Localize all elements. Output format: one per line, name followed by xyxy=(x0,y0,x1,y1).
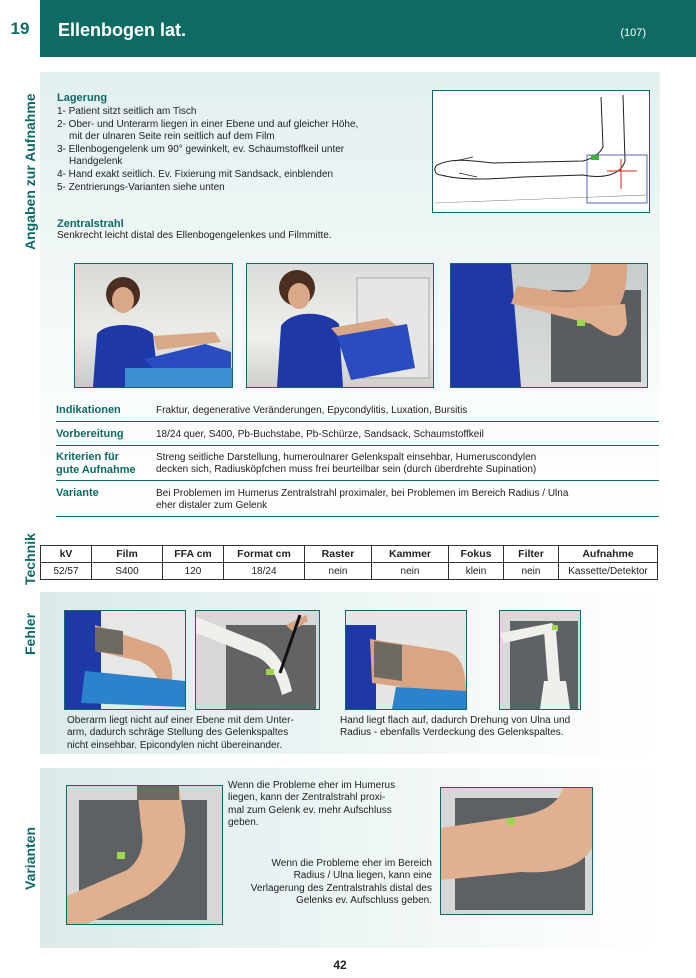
varianten-line: Wenn die Probleme eher im Humerus xyxy=(228,780,396,791)
info-value: decken sich, Radiusköpfchen muss frei beurteilbar sein (durch überdrehte Supination) xyxy=(156,464,537,475)
table-header: Filter xyxy=(504,546,559,563)
photo-positioning-front-illustration xyxy=(75,264,232,387)
side-label-angaben: Angaben zur Aufnahme xyxy=(22,93,38,250)
table-cell: nein xyxy=(504,563,559,580)
lagerung-item: Handgelenk xyxy=(69,156,123,168)
lagerung-item: mit der ulnaren Seite rein seitlich auf dem Film xyxy=(69,131,275,143)
info-label: Kriterien für xyxy=(56,451,119,463)
side-label-technik: Technik xyxy=(22,533,38,585)
varianten-line: mal zum Gelenk ev. mehr Aufschluss xyxy=(228,804,392,816)
fehler-caption-right xyxy=(340,715,640,740)
table-row xyxy=(41,563,658,580)
table-header: Format cm xyxy=(224,546,305,563)
varianten-text-bottom xyxy=(232,858,432,908)
arm-line-drawing xyxy=(432,90,650,213)
info-row-indikationen xyxy=(56,404,659,422)
table-cell: nein xyxy=(372,563,449,580)
zentralstrahl-text: Senkrecht leicht distal des Ellenbogengelenkes und Filmmitte. xyxy=(57,230,332,241)
info-row-vorbereitung xyxy=(56,428,659,446)
info-value: 18/24 quer, S400, Pb-Buchstabe, Pb-Schürze, Sandsack, Schaumstoffkeil xyxy=(156,429,484,440)
lagerung-item: 2- Ober- und Unterarm liegen in einer Ebene und auf gleicher Höhe, xyxy=(57,118,359,130)
photo-elbow-closeup xyxy=(450,263,648,388)
photo-fehler-xray-2-illustration xyxy=(500,611,580,709)
table-cell: nein xyxy=(305,563,372,580)
photo-positioning-side xyxy=(246,263,434,388)
info-value: Fraktur, degenerative Veränderungen, Epycondylitis, Luxation, Bursitis xyxy=(156,405,468,416)
zentralstrahl-section xyxy=(57,218,437,243)
caption-line: Oberarm liegt nicht auf einer Ebene mit dem Unter- xyxy=(67,715,294,726)
table-cell: Kassette/Detektor xyxy=(559,563,658,580)
varianten-text-top xyxy=(228,780,428,830)
table-header: kV xyxy=(41,546,92,563)
lagerung-section xyxy=(57,92,427,194)
info-value: Streng seitliche Darstellung, humeroulnarer Gelenkspalt einsehbar, Humeruscondylen xyxy=(156,452,537,463)
chapter-number: 19 xyxy=(0,0,40,57)
table-header: FFA cm xyxy=(163,546,224,563)
varianten-line: Wenn die Probleme eher im Bereich xyxy=(271,858,432,869)
table-cell: S400 xyxy=(92,563,163,580)
table-header: Fokus xyxy=(449,546,504,563)
info-label: gute Aufnahme xyxy=(56,464,136,476)
side-label-varianten: Varianten xyxy=(22,826,38,890)
lagerung-list xyxy=(57,106,427,194)
photo-positioning-side-illustration xyxy=(247,264,433,387)
photo-variante-proximal xyxy=(66,785,223,925)
photo-variante-distal xyxy=(440,787,593,915)
arm-outline-illustration xyxy=(433,91,649,212)
varianten-line: Radius / Ulna liegen, kann eine xyxy=(293,870,432,882)
fehler-caption-left xyxy=(67,715,347,752)
lagerung-item: 1- Patient sitzt seitlich am Tisch xyxy=(57,106,197,117)
photo-fehler-xray-1-illustration xyxy=(196,611,319,709)
photo-variante-proximal-illustration xyxy=(67,786,222,924)
info-label: Variante xyxy=(56,487,99,499)
technik-table xyxy=(40,545,658,580)
photo-elbow-closeup-illustration xyxy=(451,264,647,387)
photo-fehler-2-illustration xyxy=(346,611,466,709)
info-row-kriterien xyxy=(56,451,659,481)
table-cell: klein xyxy=(449,563,504,580)
table-cell: 52/57 xyxy=(41,563,92,580)
table-header: Kammer xyxy=(372,546,449,563)
info-value: Bei Problemen im Humerus Zentralstrahl proximaler, bei Problemen im Bereich Radius / Ulna xyxy=(156,488,569,499)
varianten-line: geben. xyxy=(228,817,259,829)
side-label-fehler: Fehler xyxy=(22,612,38,655)
table-header: Aufnahme xyxy=(559,546,658,563)
photo-positioning-front xyxy=(74,263,233,388)
page-number: 42 xyxy=(333,958,347,972)
table-cell: 18/24 xyxy=(224,563,305,580)
caption-line: Radius - ebenfalls Verdeckung des Gelenkspaltes. xyxy=(340,727,564,739)
table-cell: 120 xyxy=(163,563,224,580)
table-header-row xyxy=(41,546,658,563)
photo-variante-distal-illustration xyxy=(441,788,592,914)
table-header: Film xyxy=(92,546,163,563)
info-label: Vorbereitung xyxy=(56,428,124,440)
varianten-line: Gelenks ev. Aufschluss geben. xyxy=(295,895,432,907)
lagerung-item: 5- Zentrierungs-Varianten siehe unten xyxy=(57,181,225,193)
varianten-line: Verlagerung des Zentralstrahls distal des xyxy=(250,882,432,894)
photo-fehler-2 xyxy=(345,610,467,710)
photo-fehler-1 xyxy=(64,610,186,710)
caption-line: nicht einsehbar. Epicondylen nicht übereinander. xyxy=(67,739,283,751)
lagerung-item: 3- Ellenbogengelenk um 90° gewinkelt, ev. Schaumstoffkeil unter xyxy=(57,143,345,155)
lagerung-heading: Lagerung xyxy=(57,92,108,104)
info-value: eher distaler zum Gelenk xyxy=(156,500,268,511)
caption-line: Hand liegt flach auf, dadurch Drehung von Ulna und xyxy=(340,715,571,726)
photo-fehler-xray-2 xyxy=(499,610,581,710)
page-title: Ellenbogen lat. xyxy=(58,20,187,40)
lagerung-item: 4- Hand exakt seitlich. Ev. Fixierung mit Sandsack, einblenden xyxy=(57,168,334,180)
photo-fehler-1-illustration xyxy=(65,611,185,709)
zentralstrahl-heading: Zentralstrahl xyxy=(57,218,124,230)
info-label: Indikationen xyxy=(56,404,121,416)
info-row-variante xyxy=(56,487,659,517)
page-code: (107) xyxy=(620,27,646,39)
photo-fehler-xray-1 xyxy=(195,610,320,710)
caption-line: arm, dadurch schräge Stellung des Gelenkspaltes xyxy=(67,727,289,739)
table-header: Raster xyxy=(305,546,372,563)
varianten-line: liegen, kann der Zentralstrahl proxi- xyxy=(228,792,386,804)
